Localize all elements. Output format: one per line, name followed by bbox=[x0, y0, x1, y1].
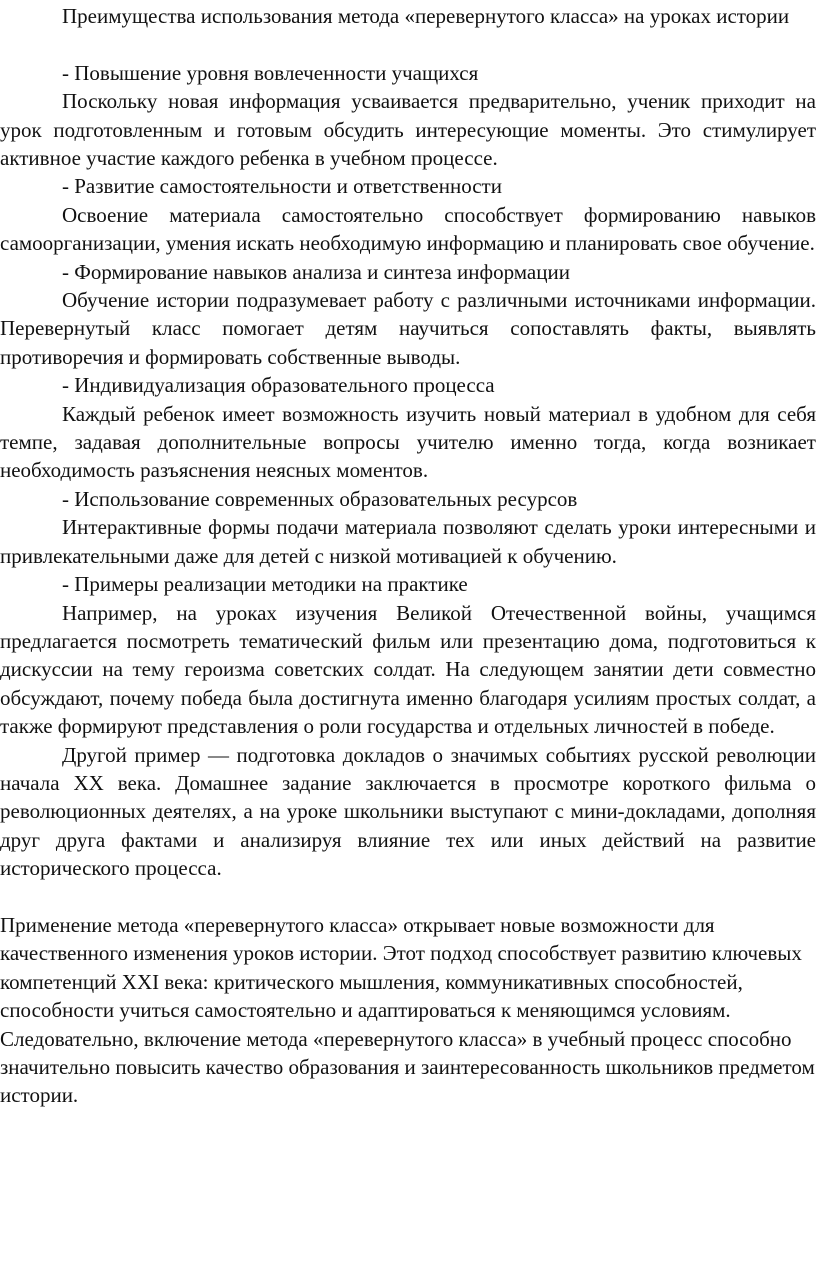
section-paragraph: Например, на уроках изучения Великой Отечественной войны, учащимся предлагается посмотреть тематический фильм или презентацию дома, подготовиться к дискуссии на тему героизма советских солдат. На следующем занятии дети совместно обсуждают, почему победа была достигнута именно благодаря усилиям простых солдат, а также формируют представления о роли государства и отдельных личностей в победе. bbox=[0, 600, 816, 739]
section-heading-analysis: - Формирование навыков анализа и синтеза информации bbox=[62, 259, 570, 284]
document-title: Преимущества использования метода «перевернутого класса» на уроках истории bbox=[62, 4, 790, 28]
section-heading-engagement: - Повышение уровня вовлеченности учащихся bbox=[62, 60, 479, 85]
section-paragraph: Другой пример — подготовка докладов о значимых событиях русской революции начала XX века. Домашнее задание заключается в просмотре короткого фильма о революционных деятелях, а на уроке школьники выступают с мини-докладами, дополняя друг друга фактами и анализируя влияние тех или иных действий на развитие исторического процесса. bbox=[0, 742, 816, 881]
spacer bbox=[0, 883, 816, 911]
section-paragraph: Каждый ребенок имеет возможность изучить новый материал в удобном для себя темпе, задавая дополнительные вопросы учителю именно тогда, когда возникает необходимость разъяснения неясных моментов. bbox=[0, 401, 816, 483]
section-heading-independence: - Развитие самостоятельности и ответственности bbox=[62, 174, 502, 199]
section-paragraph: Обучение истории подразумевает работу с различными источниками информации. Перевернутый класс помогает детям научиться сопоставлять факты, выявлять противоречия и формировать собственные выводы. bbox=[0, 288, 816, 369]
section-paragraph: Освоение материала самостоятельно способствует формированию навыков самоорганизации, умения искать необходимую информацию и планировать свое обучение. bbox=[0, 202, 816, 256]
section-heading-resources: - Использование современных образовательных ресурсов bbox=[62, 486, 578, 511]
section-paragraph: Интерактивные формы подачи материала позволяют сделать уроки интересными и привлекательными даже для детей с низкой мотивацией к обучению. bbox=[0, 515, 816, 568]
spacer bbox=[0, 30, 816, 58]
conclusion-paragraph: Применение метода «перевернутого класса» открывает новые возможности для качественного изменения уроков истории. Этот подход способствует развитию ключевых компетенций XXI века: критического мышления, коммуникативных способностей, способности учиться самостоятельно и адаптироваться к меняющимся условиям. Следовательно, включение метода «перевернутого класса» в учебный процесс способно значительно повысить качество образования и заинтересованность школьников предметом истории. bbox=[0, 912, 815, 1108]
section-heading-individualization: - Индивидуализация образовательного процесса bbox=[62, 373, 495, 398]
section-paragraph: Поскольку новая информация усваивается предварительно, ученик приходит на урок подготовленным и готовым обсудить интересующие моменты. Это стимулирует активное участие каждого ребенка в учебном процессе. bbox=[0, 89, 816, 171]
section-heading-examples: - Примеры реализации методики на практике bbox=[62, 572, 468, 597]
